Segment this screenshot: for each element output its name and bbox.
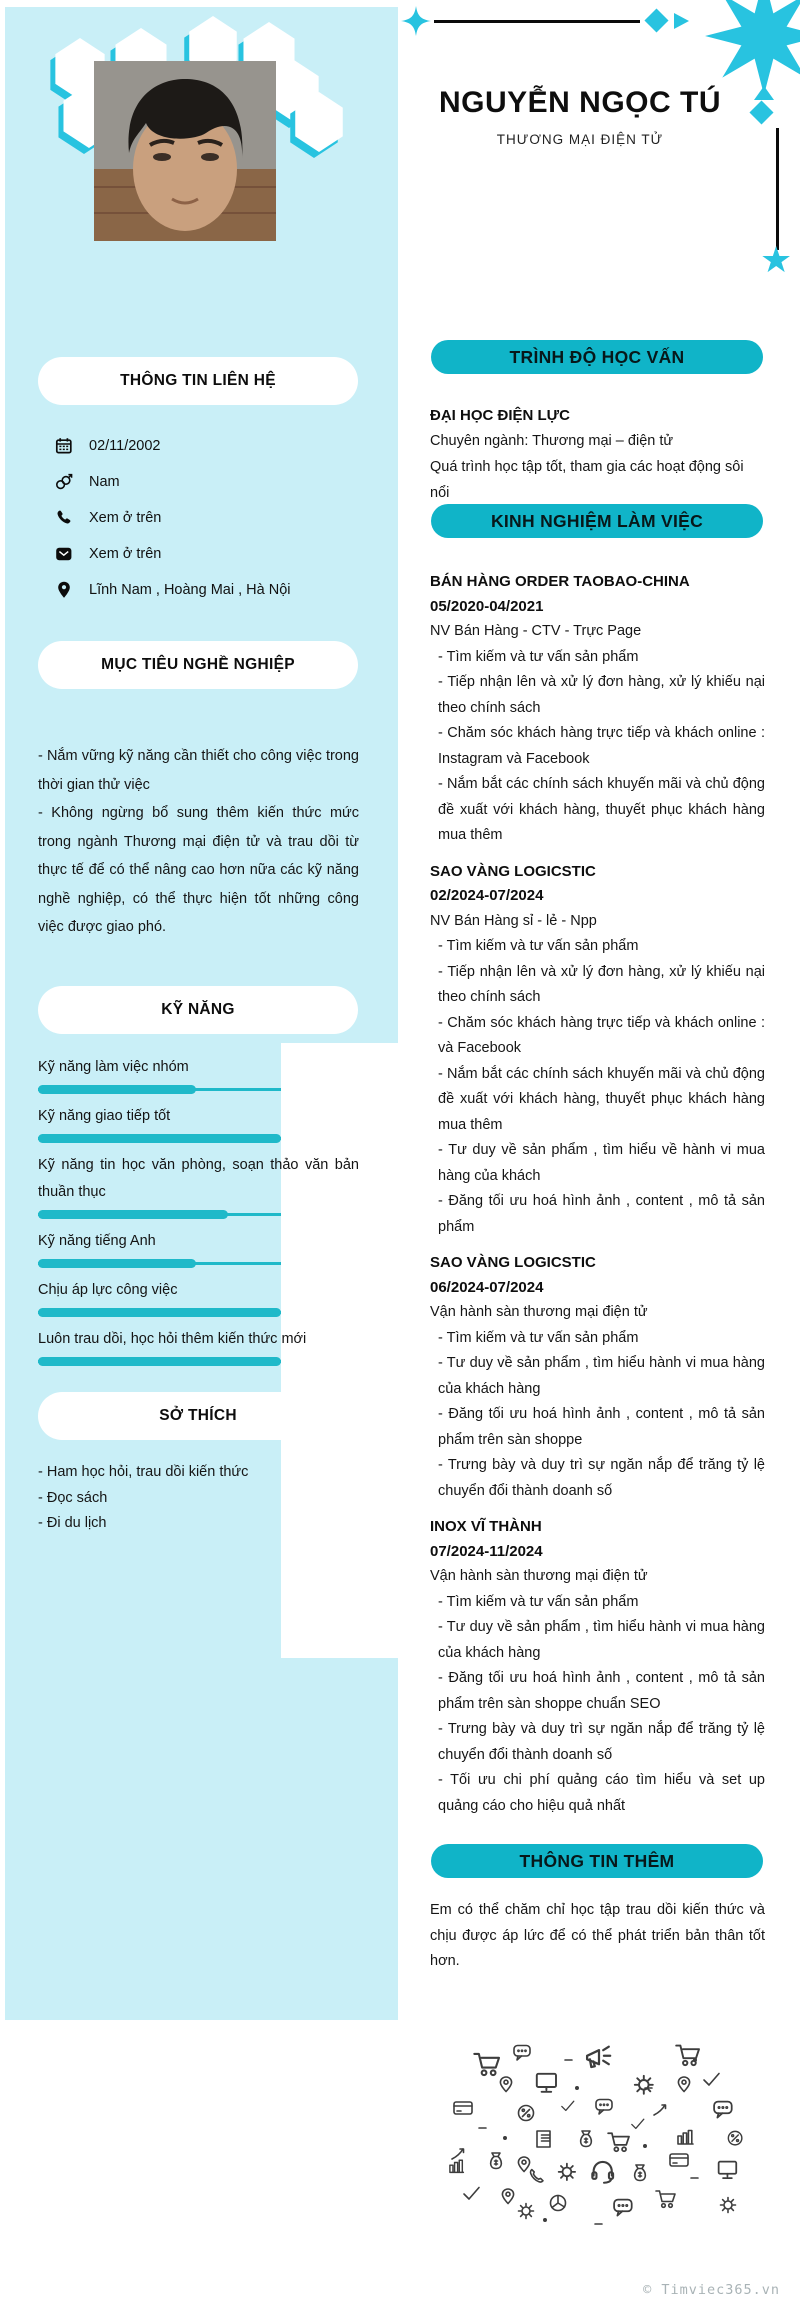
more-info-text: Em có thể chăm chỉ học tập trau dồi kiến thức và chịu được áp lức để có thể phát triển bản thân tốt hơn. <box>430 1902 765 1969</box>
job-entry <box>430 1515 765 1819</box>
job-company: SAO VÀNG LOGICSTIC <box>430 862 596 880</box>
education-block <box>430 404 765 506</box>
education-section-heading: TRÌNH ĐỘ HỌC VẤN <box>431 340 763 374</box>
job-bullet: - Đăng tối ưu hoá hình ảnh , content , mô tả sản phẩm trên sàn shoppe chuẩn SEO <box>438 1670 765 1712</box>
job-bullet: - Tư duy về sản phẩm , tìm hiểu hành vi mua hàng của khách hàng <box>438 1619 765 1661</box>
hobbies-section-heading: SỞ THÍCH <box>38 1392 358 1440</box>
skill-item <box>38 1054 359 1094</box>
contact-row <box>55 500 375 536</box>
job-bullet: - Tìm kiếm và tư vấn sản phẩm <box>438 1593 639 1610</box>
contact-value: Xem ở trên <box>89 510 162 526</box>
star-icon: ★ <box>760 239 793 280</box>
job-bullet: - Chăm sóc khách hàng trực tiếp và khách online : Instagram và Facebook <box>438 725 765 767</box>
profile-photo <box>94 61 276 241</box>
skill-label: Kỹ năng tiếng Anh <box>38 1233 156 1249</box>
job-bullet: - Tìm kiếm và tư vấn sản phẩm <box>438 1329 639 1346</box>
skill-item <box>38 1228 359 1268</box>
objective-paragraph: - Nắm vững kỹ năng cần thiết cho công việc trong thời gian thử việc <box>38 748 359 793</box>
ecommerce-doodle-illustration <box>445 2038 763 2273</box>
contact-value: 02/11/2002 <box>89 438 161 454</box>
location-icon <box>55 581 73 599</box>
watermark: © Timviec365.vn <box>643 2282 780 2298</box>
skill-bar-fill <box>38 1357 281 1366</box>
job-bullet: - Tư duy về sản phẩm , tìm hiểu hành vi mua hàng của khách hàng <box>438 1355 765 1397</box>
email-icon <box>55 545 73 563</box>
objective-paragraph: - Không ngừng bổ sung thêm kiến thức mức trong ngành Thương mại điện tử và trau dồi từ thực tế để có thể nâng cao hơn nữa các kỹ năng nghề nghiệp, có thể thực hiện tốt những công việc được giao phó. <box>38 805 359 935</box>
job-bullet: - Tiếp nhận lên và xử lý đơn hàng, xử lý khiếu nại theo chính sách <box>438 674 765 716</box>
job-period: 05/2020-04/2021 <box>430 597 544 615</box>
job-role: Vận hành sàn thương mại điện tử <box>430 1568 648 1584</box>
triangle-icon <box>674 13 689 29</box>
contact-row <box>55 536 375 572</box>
skill-label: Luôn trau dồi, học hỏi thêm kiến thức mới <box>38 1331 307 1347</box>
skill-item <box>38 1326 359 1366</box>
job-company: SAO VÀNG LOGICSTIC <box>430 1254 596 1271</box>
skill-label: Chịu áp lực công việc <box>38 1282 178 1298</box>
job-bullet: - Đăng tối ưu hoá hình ảnh , content , mô tả sản phẩm trên sàn shoppe <box>438 1406 765 1448</box>
gender-icon <box>55 473 73 491</box>
job-company: INOX VĨ THÀNH <box>430 1518 542 1535</box>
skill-label: Kỹ năng giao tiếp tốt <box>38 1108 171 1124</box>
skill-bar-fill <box>38 1134 281 1143</box>
sidebar-background-bottom <box>5 1658 398 2020</box>
school-name: ĐẠI HỌC ĐIỆN LỰC <box>430 407 570 424</box>
skill-bar-fill <box>38 1308 281 1317</box>
skill-item <box>38 1277 359 1317</box>
skill-progress-bar <box>38 1259 281 1268</box>
contact-value: Nam <box>89 474 120 490</box>
candidate-name: NGUYỄN NGỌC TÚ <box>438 86 721 119</box>
contact-value: Xem ở trên <box>89 546 162 562</box>
skills-list <box>38 1054 359 1375</box>
hobby-item: - Ham học hỏi, trau dồi kiến thức <box>38 1464 249 1480</box>
job-bullet: - Trưng bày và duy trì sự ngăn nắp để trăng tỷ lệ chuyển đổi thành doanh số <box>438 1721 765 1763</box>
job-period: 07/2024-11/2024 <box>430 1542 543 1560</box>
job-bullet: - Trưng bày và duy trì sự ngăn nắp để trăng tỷ lệ chuyển đổi thành doanh số <box>438 1457 765 1499</box>
skill-progress-bar <box>38 1134 281 1143</box>
skill-progress-bar <box>38 1210 281 1219</box>
skill-progress-bar <box>38 1308 281 1317</box>
starburst-icon <box>703 0 800 97</box>
contact-row <box>55 428 375 464</box>
education-major: Chuyên ngành: Thương mại – điện tử <box>430 433 674 449</box>
skill-label: Kỹ năng tin học văn phòng, soạn thảo văn bản thuần thục <box>38 1157 359 1200</box>
experience-section-heading: KINH NGHIỆM LÀM VIỆC <box>431 504 763 538</box>
contact-section-heading: THÔNG TIN LIÊN HỆ <box>38 357 358 405</box>
calendar-icon <box>55 437 73 455</box>
skill-item <box>38 1103 359 1143</box>
hobby-list <box>38 1460 338 1537</box>
job-period: 02/2024-07/2024 <box>430 887 544 904</box>
job-role: Vận hành sàn thương mại điện tử <box>430 1304 648 1320</box>
candidate-title: THƯƠNG MẠI ĐIỆN TỬ <box>496 132 664 147</box>
diamond-icon <box>644 8 668 32</box>
job-bullet: - Tiếp nhận lên và xử lý đơn hàng, xử lý khiếu nại theo chính sách <box>438 963 765 1005</box>
skill-label: Kỹ năng làm việc nhóm <box>38 1059 189 1075</box>
contact-list <box>55 428 375 608</box>
job-bullet: - Nắm bắt các chính sách khuyến mãi và chủ động đề xuất với khách hàng, thuyết phục khách hàng mua thêm <box>438 776 765 843</box>
hexagon-decoration <box>292 92 346 152</box>
job-period: 06/2024-07/2024 <box>430 1278 544 1296</box>
phone-icon <box>55 509 73 527</box>
vertical-divider-line <box>776 128 779 250</box>
skill-progress-bar <box>38 1085 281 1094</box>
hobby-item: - Đọc sách <box>38 1489 108 1506</box>
job-entry <box>430 1251 765 1504</box>
job-role: NV Bán Hàng sỉ - lẻ - Npp <box>430 912 597 929</box>
sparkle-star-icon <box>401 6 431 36</box>
objective-section-heading: MỤC TIÊU NGHỀ NGHIỆP <box>38 641 358 689</box>
skill-bar-fill <box>38 1085 196 1094</box>
job-bullet: - Tư duy về sản phẩm , tìm hiểu về hành vi mua hàng của khách <box>438 1142 765 1184</box>
experience-list <box>430 570 765 1830</box>
skill-item <box>38 1152 359 1219</box>
job-bullet: - Đăng tối ưu hoá hình ảnh , content , mô tả sản phẩm <box>438 1193 765 1235</box>
objective-text <box>38 742 359 942</box>
skills-section-heading: KỸ NĂNG <box>38 986 358 1034</box>
job-bullet: - Tìm kiếm và tư vấn sản phẩm <box>438 648 639 665</box>
job-bullet: - Nắm bắt các chính sách khuyến mãi và chủ động đề xuất với khách hàng, thuyết phục khách hàng mua thêm <box>438 1065 765 1133</box>
job-role: NV Bán Hàng - CTV - Trực Page <box>430 623 642 639</box>
header-divider-line <box>434 20 640 23</box>
job-bullet: - Tối ưu chi phí quảng cáo tìm hiểu và set up quảng cáo cho hiệu quả nhất <box>438 1772 765 1814</box>
job-bullet: - Chăm sóc khách hàng trực tiếp và khách online : và Facebook <box>438 1014 765 1056</box>
more-info-section-heading: THÔNG TIN THÊM <box>431 1844 763 1878</box>
job-entry <box>430 570 765 849</box>
skill-progress-bar <box>38 1357 281 1366</box>
job-bullet: - Tìm kiếm và tư vấn sản phẩm <box>438 938 639 954</box>
contact-value: Lĩnh Nam , Hoàng Mai , Hà Nội <box>89 582 291 598</box>
contact-row <box>55 464 375 500</box>
job-company: BÁN HÀNG ORDER TAOBAO-CHINA <box>430 573 690 590</box>
hobby-item: - Đi du lịch <box>38 1515 107 1531</box>
contact-row <box>55 572 375 608</box>
job-entry <box>430 860 765 1241</box>
skill-bar-fill <box>38 1210 228 1219</box>
education-note: Quá trình học tập tốt, tham gia các hoạt động sôi nổi <box>430 459 744 501</box>
skill-bar-fill <box>38 1259 196 1268</box>
